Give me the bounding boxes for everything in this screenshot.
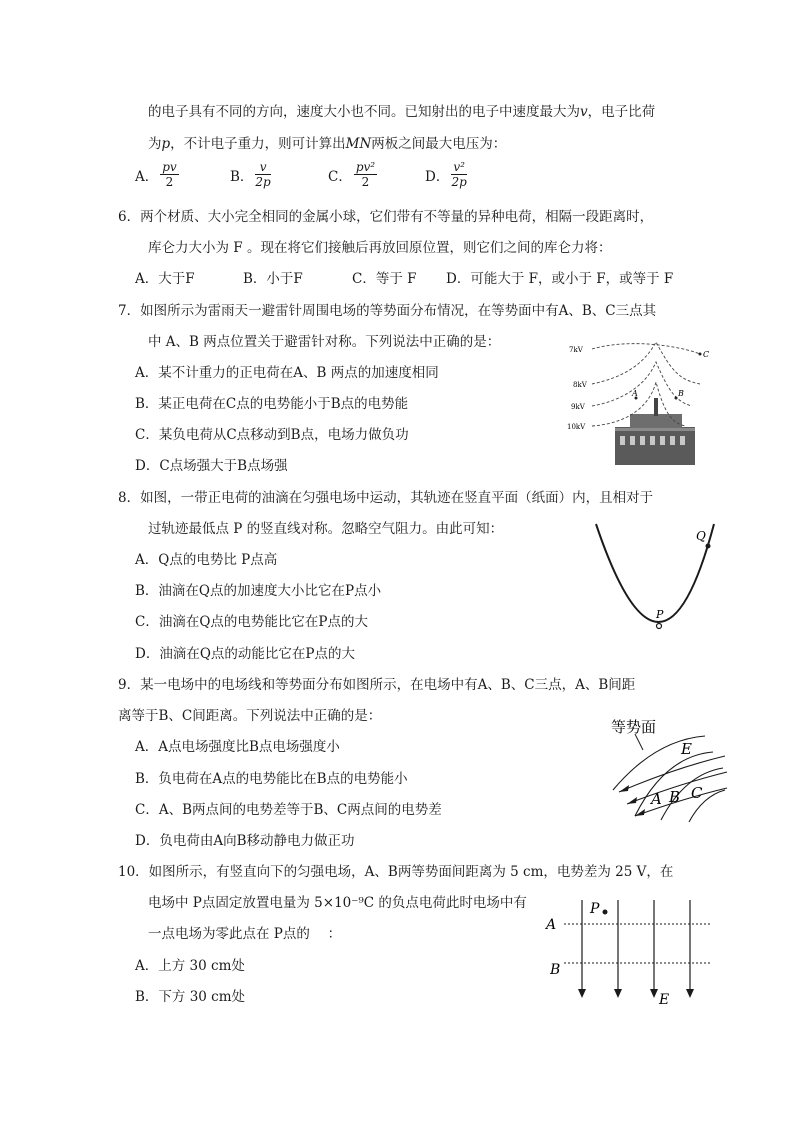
point-c-label: C — [703, 350, 710, 359]
q9-option-d: D．负电荷由A向B移动静电力做正功 — [135, 833, 355, 849]
q9-stem-line2: 离等于B、C间距离。下列说法中正确的是： — [118, 708, 382, 724]
q5-option-a: A． $\frac{pv}{2}$ — [135, 160, 177, 189]
point-p — [657, 624, 662, 629]
point-p-label: P — [656, 608, 664, 621]
label-10kv: 10kV — [567, 423, 586, 431]
point-b-label: B — [669, 788, 681, 806]
caption-pointer — [635, 734, 643, 750]
q5-line1: 的电子具有不同的方向，速度大小也不同。已知射出的电子中速度最大为v，电子比荷 — [148, 104, 656, 120]
q8-option-b: B．油滴在Q点的加速度大小比它在P点小 — [135, 583, 382, 599]
field-line-1 — [619, 756, 725, 792]
q5-line2: 为p，不计电子重力，则可计算出MN两板之间最大电压为： — [148, 136, 507, 152]
q8-stem-line2: 过轨迹最低点 P 的竖直线对称。忽略空气阻力。由此可知： — [148, 521, 504, 537]
field-arrow-2 — [614, 989, 622, 998]
q8-trajectory-figure — [590, 520, 725, 638]
q6-option-d: D．可能大于 F，或小于 F，或等于 F — [446, 271, 674, 287]
q10-stem-line2: 电场中 P点固定放置电量为 5×10⁻⁹C 的负点电荷此时电场中有 — [148, 895, 527, 911]
arrow-head-2 — [627, 797, 637, 804]
point-q — [706, 544, 711, 549]
lightning-rod — [654, 398, 658, 416]
q8-option-c: C．油滴在Q点的电势能比它在P点的大 — [135, 614, 368, 630]
label-9kv: 9kV — [571, 403, 585, 411]
q9-option-b: B．负电荷在A点的电势能比在B点的电势能小 — [135, 771, 408, 787]
q6-option-c: C．等于 F — [352, 271, 417, 287]
point-b-label: B — [678, 389, 684, 398]
equipotential-caption: 等势面 — [611, 718, 657, 736]
equipotential-7kv — [592, 344, 700, 354]
q7-option-a: A．某不计重力的正电荷在A、B 两点的加速度相同 — [135, 365, 439, 381]
q7-stem-line1: 7．如图所示为雷雨天一避雷针周围电场的等势面分布情况，在等势面中有A、B、C三点其 — [118, 303, 657, 319]
q7-lightning-rod-figure — [560, 332, 720, 465]
label-8kv: 8kV — [573, 381, 587, 389]
q8-option-a: A．Q点的电势比 P点高 — [135, 552, 278, 568]
equipotential-9kv — [592, 362, 692, 406]
q5-option-b: B． $\frac{v}{2p}$ — [230, 160, 271, 189]
q9-option-c: C．A、B两点间的电势差等于B、C两点间的电势差 — [135, 802, 442, 818]
q10-option-b: B．下方 30 cm处 — [135, 989, 246, 1005]
field-e-label: E — [659, 992, 670, 1008]
field-e-label: E — [681, 740, 692, 758]
q6-stem-line2: 库仑力大小为 F 。现在将它们接触后再放回原位置，则它们之间的库仑力将： — [148, 240, 612, 256]
q7-option-b: B．某正电荷在C点的电势能小于B点的电势能 — [135, 396, 409, 412]
q9-option-a: A．A点电场强度比B点电场强度小 — [135, 739, 340, 755]
point-a-label: A — [651, 790, 662, 808]
plane-a-label: A — [546, 917, 557, 933]
building-body — [615, 427, 695, 465]
point-c-label: C — [691, 784, 703, 802]
field-arrow-3 — [650, 989, 658, 998]
label-7kv: 7kV — [569, 346, 583, 354]
field-arrow-4 — [686, 989, 694, 998]
point-a-label: A — [632, 389, 638, 398]
q5-option-d: D． $\frac{\text{v²}}{2p}$ — [425, 160, 467, 189]
q10-option-a: A．上方 30 cm处 — [135, 958, 245, 974]
q7-option-c: C．某负电荷从C点移动到B点，电场力做负功 — [135, 427, 409, 443]
point-q-label: Q — [696, 529, 706, 543]
plane-b-label: B — [550, 962, 561, 978]
q10-stem-line3: 一点电场为零此点在 P点的 ： — [148, 926, 342, 942]
point-p-label: P — [590, 901, 600, 917]
q8-option-d: D．油滴在Q点的动能比它在P点的大 — [135, 646, 355, 662]
q10-uniform-field-figure — [540, 894, 720, 1012]
q6-option-a: A．大于F — [135, 271, 195, 287]
q7-option-d: D．C点场强大于B点场强 — [135, 458, 288, 474]
point-p — [603, 910, 608, 915]
q7-stem-line2: 中 A、B 两点位置关于避雷针对称。下列说法中正确的是： — [148, 334, 501, 350]
building-dome — [630, 414, 682, 430]
q10-stem-line1: 10．如图所示，有竖直向下的匀强电场，A、B两等势面间距离为 5 cm，电势差为 25 V，在 — [118, 864, 674, 880]
q9-stem-line1: 9．某一电场中的电场线和等势面分布如图所示，在电场中有A、B、C三点，A、B间距 — [118, 677, 636, 693]
arrow-head-1 — [619, 785, 629, 792]
q9-field-lines-figure — [605, 712, 730, 824]
q5-option-c: C． $\frac{\text{pv²}}{2}$ — [328, 160, 376, 189]
q8-stem-line1: 8．如图，一带正电荷的油滴在匀强电场中运动，其轨迹在竖直平面（纸面）内，且相对于 — [118, 490, 654, 506]
q6-option-b: B．小于F — [243, 271, 303, 287]
q6-stem-line1: 6．两个材质、大小完全相同的金属小球，它们带有不等量的异种电荷，相隔一段距离时， — [118, 209, 654, 225]
field-arrow-1 — [578, 989, 586, 998]
